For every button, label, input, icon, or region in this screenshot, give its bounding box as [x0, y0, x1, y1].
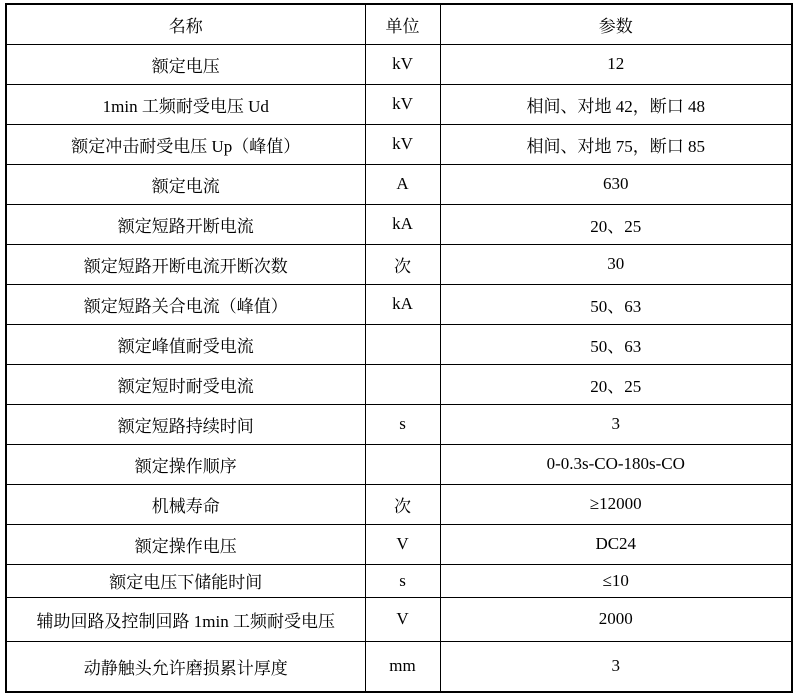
table-row	[6, 484, 792, 524]
spec-name-cell: 额定冲击耐受电压 Up（峰值）	[6, 124, 365, 164]
spec-name-cell: 额定短路关合电流（峰值）	[6, 284, 365, 324]
spec-name-cell: 额定短路开断电流开断次数	[6, 244, 365, 284]
table-row	[6, 444, 792, 484]
spec-unit-cell: kV	[365, 124, 440, 164]
table-row	[6, 84, 792, 124]
spec-name-cell: 额定短路持续时间	[6, 404, 365, 444]
spec-value-cell: 630	[440, 164, 792, 204]
spec-name-cell: 额定电压下储能时间	[6, 564, 365, 597]
spec-unit-cell: s	[365, 564, 440, 597]
table-row	[6, 641, 792, 692]
spec-name-cell: 额定峰值耐受电流	[6, 324, 365, 364]
spec-table-header	[6, 4, 792, 44]
spec-unit-cell: kA	[365, 284, 440, 324]
spec-name-cell: 动静触头允许磨损累计厚度	[6, 641, 365, 692]
spec-value-cell: 30	[440, 244, 792, 284]
spec-name-cell: 辅助回路及控制回路 1min 工频耐受电压	[6, 597, 365, 641]
spec-unit-cell	[365, 364, 440, 404]
spec-unit-cell: kA	[365, 204, 440, 244]
spec-name-cell: 1min 工频耐受电压 Ud	[6, 84, 365, 124]
table-row	[6, 244, 792, 284]
spec-unit-cell	[365, 324, 440, 364]
spec-name-cell: 额定操作电压	[6, 524, 365, 564]
spec-unit-cell: kV	[365, 84, 440, 124]
spec-value-cell: 2000	[440, 597, 792, 641]
spec-name-cell: 额定电压	[6, 44, 365, 84]
spec-unit-cell: kV	[365, 44, 440, 84]
spec-unit-cell: A	[365, 164, 440, 204]
spec-unit-cell	[365, 444, 440, 484]
spec-value-cell: 相间、对地 75，断口 85	[440, 124, 792, 164]
spec-name-cell: 额定操作顺序	[6, 444, 365, 484]
spec-name-cell: 机械寿命	[6, 484, 365, 524]
table-row	[6, 44, 792, 84]
table-row	[6, 524, 792, 564]
spec-name-cell: 额定短时耐受电流	[6, 364, 365, 404]
header-row	[6, 4, 792, 44]
table-row	[6, 364, 792, 404]
spec-value-cell: 0-0.3s-CO-180s-CO	[440, 444, 792, 484]
table-row	[6, 204, 792, 244]
spec-value-cell: 50、63	[440, 284, 792, 324]
spec-name-cell: 额定短路开断电流	[6, 204, 365, 244]
spec-value-cell: DC24	[440, 524, 792, 564]
table-row	[6, 324, 792, 364]
table-row	[6, 564, 792, 597]
spec-value-cell: 3	[440, 641, 792, 692]
spec-unit-cell: V	[365, 524, 440, 564]
header-cell-name: 名称	[6, 4, 365, 44]
table-row	[6, 164, 792, 204]
spec-unit-cell: mm	[365, 641, 440, 692]
spec-value-cell: 50、63	[440, 324, 792, 364]
table-row	[6, 404, 792, 444]
spec-value-cell: ≥12000	[440, 484, 792, 524]
spec-value-cell: ≤10	[440, 564, 792, 597]
spec-value-cell: 20、25	[440, 204, 792, 244]
spec-table-body	[6, 44, 792, 692]
spec-value-cell: 12	[440, 44, 792, 84]
header-cell-unit: 单位	[365, 4, 440, 44]
spec-name-cell: 额定电流	[6, 164, 365, 204]
spec-unit-cell: s	[365, 404, 440, 444]
table-row	[6, 124, 792, 164]
header-cell-value: 参数	[440, 4, 792, 44]
spec-unit-cell: 次	[365, 244, 440, 284]
spec-unit-cell: V	[365, 597, 440, 641]
spec-unit-cell: 次	[365, 484, 440, 524]
table-row	[6, 284, 792, 324]
table-row	[6, 597, 792, 641]
spec-value-cell: 相间、对地 42，断口 48	[440, 84, 792, 124]
spec-value-cell: 20、25	[440, 364, 792, 404]
spec-value-cell: 3	[440, 404, 792, 444]
spec-table	[5, 3, 793, 693]
